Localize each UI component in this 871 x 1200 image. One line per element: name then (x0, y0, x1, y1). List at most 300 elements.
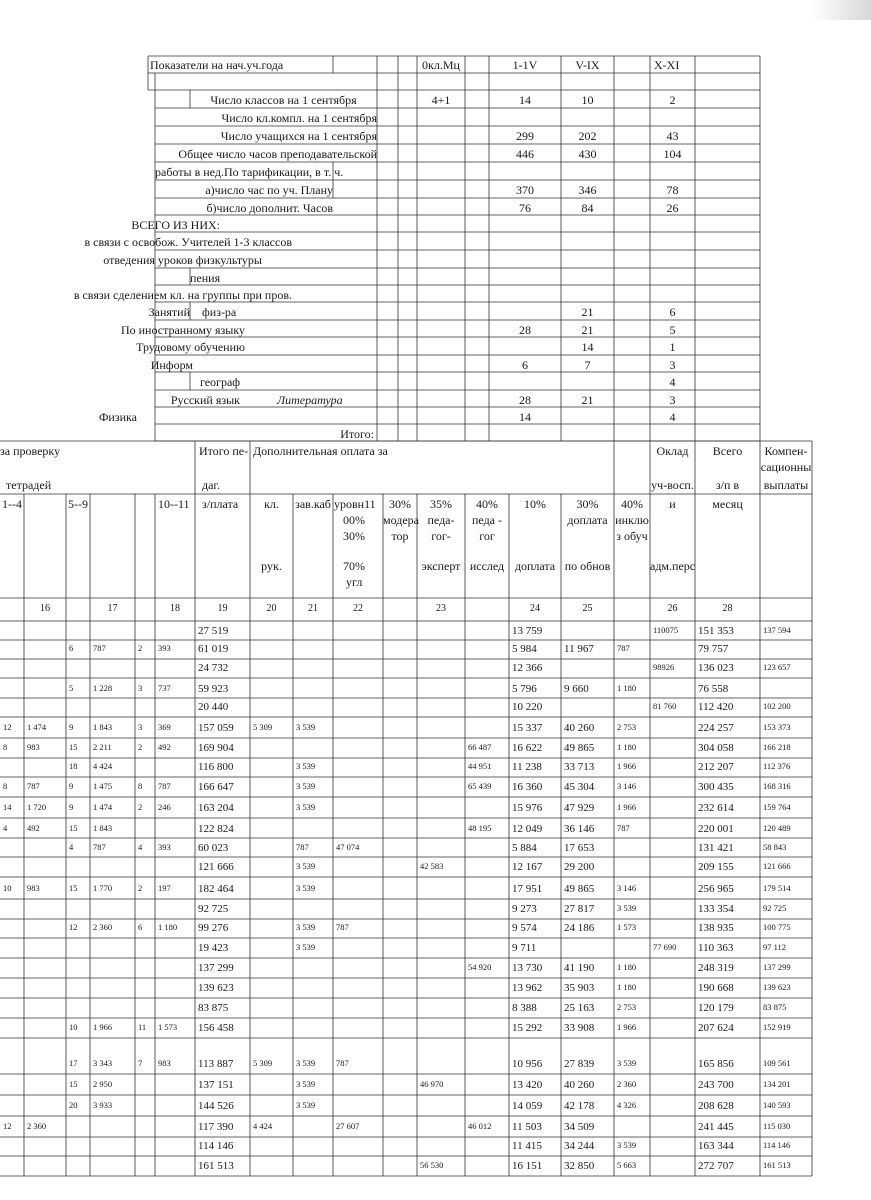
table-cell: 13 420 (512, 1079, 543, 1091)
table-cell: 5 884 (512, 842, 537, 854)
top-row-label: пения (190, 271, 221, 285)
table-cell: 120 179 (698, 1002, 734, 1014)
table-cell: 123 657 (763, 662, 791, 672)
table-cell: 6 (69, 643, 74, 653)
table-cell: 1 474 (27, 722, 47, 732)
table-cell: 220 001 (698, 823, 734, 835)
header-oklad-1: Оклад (656, 444, 689, 458)
top-row-label: Информ (150, 358, 193, 372)
col-number: 21 (308, 603, 318, 614)
table-cell: 4 (69, 842, 74, 852)
table-cell: 49 865 (564, 742, 595, 754)
table-cell: 787 (336, 1058, 349, 1068)
header-d30-1: 30% (576, 497, 599, 511)
table-cell: 17 951 (512, 883, 543, 895)
table-cell: 212 207 (698, 761, 734, 773)
table-cell: 1 573 (617, 922, 637, 932)
table-cell: 27 839 (564, 1058, 595, 1070)
table-cell: 47 929 (564, 802, 595, 814)
table-cell: 112 420 (698, 701, 734, 713)
table-cell: 4 424 (93, 761, 113, 771)
table-cell: 4 (3, 823, 8, 833)
table-cell: 2 360 (93, 922, 113, 932)
table-cell: 5 984 (512, 643, 537, 655)
header-oklad-3: и (669, 497, 676, 511)
top-row-value: 346 (578, 183, 597, 197)
table-cell: 3 539 (617, 903, 637, 913)
header-itogo-line3: з/плата (202, 497, 239, 511)
top-row-label: Число кл.компл. на 1 сентября (221, 111, 377, 125)
col-number: 22 (353, 603, 363, 614)
table-cell: 116 800 (198, 761, 234, 773)
header-inkl-2: инклю (615, 513, 649, 527)
table-cell: 56 530 (420, 1160, 444, 1170)
header-kl-ruk-2: рук. (261, 559, 282, 573)
table-cell: 393 (158, 842, 171, 852)
header-vsego-3: месяц (712, 497, 743, 511)
table-cell: 16 622 (512, 742, 543, 754)
table-cell: 182 464 (198, 883, 234, 895)
top-row-value: 1 (669, 340, 676, 354)
header-ped40-3: гог (479, 529, 495, 543)
table-cell: 1 180 (617, 962, 637, 972)
table-cell: 787 (93, 842, 106, 852)
table-cell: 208 628 (698, 1100, 734, 1112)
table-cell: 787 (617, 823, 630, 833)
top-row-value: 4+1 (431, 93, 451, 107)
table-cell: 300 435 (698, 781, 734, 793)
table-cell: 33 713 (564, 761, 595, 773)
table-cell: 137 299 (198, 962, 234, 974)
table-cell: 46 970 (420, 1079, 444, 1089)
table-cell: 152 919 (763, 1022, 791, 1032)
table-cell: 1 770 (93, 883, 113, 893)
top-row-value: 21 (581, 323, 594, 337)
table-cell: 14 (3, 802, 12, 812)
table-cell: 11 (138, 1022, 147, 1032)
table-cell: 13 730 (512, 962, 543, 974)
table-cell: 1 843 (93, 823, 113, 833)
table-cell: 33 908 (564, 1022, 595, 1034)
table-cell: 166 218 (763, 742, 791, 752)
table-cell: 2 (138, 643, 143, 653)
table-cell: 3 539 (296, 1100, 316, 1110)
header-ped40-1: 40% (476, 497, 498, 511)
table-cell: 492 (158, 742, 171, 752)
table-cell: 9 (69, 781, 74, 791)
table-cell: 15 976 (512, 802, 543, 814)
table-cell: 3 539 (296, 722, 316, 732)
table-cell: 9 574 (512, 922, 537, 934)
table-cell: 34 244 (564, 1140, 595, 1152)
table-cell: 787 (93, 643, 106, 653)
header-inkl-3: з обуч (616, 529, 648, 543)
top-row-label: По иностранному языку (120, 323, 245, 337)
header-moderator-2: модера (383, 513, 420, 527)
table-cell: 1 966 (617, 761, 637, 771)
table-cell: 110 363 (698, 942, 734, 954)
table-cell: 787 (27, 781, 40, 791)
table-cell: 5 (69, 683, 74, 693)
table-cell: 122 824 (198, 823, 234, 835)
col-label-1-4: 1-1V (512, 58, 538, 72)
table-cell: 787 (336, 922, 349, 932)
table-cell: 134 201 (763, 1079, 791, 1089)
table-cell: 159 764 (763, 802, 791, 812)
top-row-value: 78 (666, 183, 679, 197)
table-cell: 163 344 (698, 1140, 734, 1152)
col-label-0kl: 0кл.Мц (422, 58, 460, 72)
col-number: 16 (40, 603, 50, 614)
top-row-label: географ (199, 375, 241, 389)
header-urovn-2: 00% (343, 513, 365, 527)
table-cell: 2 211 (93, 742, 112, 752)
table-cell: 144 526 (198, 1100, 234, 1112)
top-row-label: Занятий (148, 305, 190, 319)
table-cell: 92 725 (763, 903, 787, 913)
table-cell: 139 623 (198, 982, 234, 994)
table-cell: 12 (69, 922, 78, 932)
col-number: 28 (722, 603, 733, 614)
table-cell: 2 753 (617, 722, 637, 732)
table-cell: 6 (138, 922, 143, 932)
top-row-value: 299 (516, 129, 534, 143)
table-cell: 131 421 (698, 842, 734, 854)
header-ped35-2: педа- (427, 513, 455, 527)
table-cell: 58 843 (763, 842, 787, 852)
table-cell: 369 (158, 722, 171, 732)
header-d10-1: 10% (524, 497, 546, 511)
table-cell: 11 503 (512, 1121, 542, 1133)
table-cell: 12 049 (512, 823, 543, 835)
table-cell: 133 354 (698, 903, 734, 915)
table-cell: 190 668 (698, 982, 734, 994)
header-vsego-2: з/п в (715, 478, 740, 492)
table-cell: 42 178 (564, 1100, 595, 1112)
top-row-value: 10 (581, 93, 594, 107)
table-cell: 20 (69, 1100, 78, 1110)
header-urovn-3: 30% (343, 529, 365, 543)
top-row-label: Трудовому обучению (136, 340, 245, 354)
table-cell: 166 647 (198, 781, 234, 793)
table-cell: 9 (69, 722, 74, 732)
col-number: 20 (266, 603, 277, 614)
table-cell: 15 (69, 883, 78, 893)
table-cell: 61 019 (198, 643, 229, 655)
table-cell: 3 146 (617, 883, 637, 893)
table-cell: 121 666 (198, 861, 234, 873)
table-cell: 24 186 (564, 922, 595, 934)
top-row-value: 84 (581, 201, 594, 215)
table-cell: 232 614 (698, 802, 734, 814)
header-komp-3: выплаты (763, 478, 809, 492)
table-cell: 34 509 (564, 1121, 595, 1133)
table-cell: 787 (158, 781, 171, 791)
col-number: 26 (667, 603, 678, 614)
top-row-value: 6 (522, 358, 528, 372)
top-row-value: 26 (666, 201, 679, 215)
col-number: 23 (436, 603, 446, 614)
table-cell: 29 200 (564, 861, 595, 873)
top-row-label: работы в нед.По тарификации, в т. ч. (155, 165, 344, 179)
table-cell: 209 155 (698, 861, 734, 873)
top-row-value: 6 (669, 305, 676, 319)
table-cell: 18 (69, 761, 78, 771)
table-cell: 9 711 (512, 942, 537, 954)
table-cell: 3 933 (93, 1100, 113, 1110)
table-cell: 32 850 (564, 1160, 595, 1172)
col-label-5-9: V-IX (575, 58, 600, 72)
table-cell: 110075 (653, 625, 679, 635)
table-cell: 1 180 (617, 742, 637, 752)
header-inkl-1: 40% (621, 497, 643, 511)
table-cell: 1 966 (93, 1022, 113, 1032)
top-row-label: а)число час по уч. Плану (205, 183, 333, 197)
table-cell: 48 195 (468, 823, 492, 833)
table-cell: 79 757 (698, 643, 729, 655)
table-cell: 11 967 (564, 643, 594, 655)
table-cell: 14 059 (512, 1100, 543, 1112)
table-cell: 121 666 (763, 861, 791, 871)
header-itogo-line1: Итого пе- (199, 444, 249, 458)
table-cell: 60 023 (198, 842, 229, 854)
header-ped35-1: 35% (430, 497, 452, 511)
table-cell: 5 663 (617, 1160, 637, 1170)
table-cell: 393 (158, 643, 171, 653)
top-row-label: в связи сделением кл. на группы при пров. (73, 288, 292, 302)
top-row-value: 5 (669, 323, 676, 337)
table-cell: 1 180 (617, 683, 637, 693)
table-cell: 136 023 (698, 662, 734, 674)
table-cell: 3 539 (296, 1058, 316, 1068)
top-row-value: 202 (578, 129, 597, 143)
table-cell: 66 487 (468, 742, 492, 752)
table-cell: 272 707 (698, 1160, 734, 1172)
top-row-value: 28 (519, 393, 531, 407)
table-cell: 168 316 (763, 781, 791, 791)
table-cell: 161 513 (198, 1160, 234, 1172)
table-cell: 3 146 (617, 781, 637, 791)
table-cell: 2 (138, 883, 143, 893)
table-cell: 10 (69, 1022, 78, 1032)
top-row-label: в связи с освобож. Учителей 1-3 классов (84, 235, 292, 249)
table-cell: 3 343 (93, 1058, 113, 1068)
table-cell: 15 (69, 823, 78, 833)
header-kl-ruk-1: кл. (264, 497, 279, 511)
table-cell: 97 112 (763, 942, 787, 952)
table-cell: 256 965 (698, 883, 734, 895)
table-cell: 4 326 (617, 1100, 637, 1110)
table-cell: 112 376 (763, 761, 791, 771)
top-table-title: Показатели на нач.уч.года (150, 58, 284, 72)
table-cell: 114 146 (198, 1140, 234, 1152)
table-cell: 44 951 (468, 761, 492, 771)
table-cell: 163 204 (198, 802, 234, 814)
col-number: 25 (582, 603, 593, 614)
table-cell: 16 151 (512, 1160, 543, 1172)
table-cell: 83 875 (198, 1002, 229, 1014)
table-cell: 1 180 (617, 982, 637, 992)
table-cell: 3 539 (617, 1140, 637, 1150)
table-cell: 12 366 (512, 662, 543, 674)
header-grade-5-9: 5--9 (68, 497, 88, 511)
top-row-label: Русский язык (170, 393, 240, 407)
table-cell: 19 423 (198, 942, 229, 954)
table-cell: 983 (27, 742, 40, 752)
top-row-value: 28 (519, 323, 531, 337)
table-cell: 137 151 (198, 1079, 234, 1091)
table-cell: 12 (3, 722, 12, 732)
header-zav-kab: зав.каб (295, 497, 331, 511)
table-cell: 20 440 (198, 701, 229, 713)
table-cell: 36 146 (564, 823, 595, 835)
table-cell: 156 458 (198, 1022, 234, 1034)
top-row-value: 430 (578, 147, 597, 161)
table-cell: 248 319 (698, 962, 734, 974)
table-cell: 3 539 (296, 922, 316, 932)
header-grade-10-11: 10--11 (158, 497, 190, 511)
table-cell: 81 760 (653, 701, 677, 711)
table-cell: 47 074 (336, 842, 360, 852)
table-cell: 8 (3, 781, 8, 791)
table-cell: 246 (158, 802, 171, 812)
table-cell: 1 228 (93, 683, 113, 693)
top-row-value: 14 (519, 93, 531, 107)
table-cell: 2 753 (617, 1002, 637, 1012)
header-za-proverku: за проверку (0, 444, 61, 458)
table-cell: 1 180 (158, 922, 178, 932)
table-cell: 197 (158, 883, 171, 893)
top-row-label: отведения уроков физкультуры (103, 253, 262, 267)
table-cell: 7 (138, 1058, 143, 1068)
table-cell: 304 058 (698, 742, 734, 754)
table-cell: 5 309 (253, 1058, 273, 1068)
table-cell: 5 309 (253, 722, 273, 732)
table-cell: 3 539 (296, 802, 316, 812)
table-cell: 3 539 (296, 781, 316, 791)
table-cell: 40 260 (564, 722, 595, 734)
table-cell: 3 539 (296, 761, 316, 771)
col-label-10-11: X-XI (654, 58, 680, 72)
table-cell: 9 660 (564, 683, 589, 695)
table-cell: 138 935 (698, 922, 734, 934)
table-cell: 140 593 (763, 1100, 791, 1110)
table-cell: 5 796 (512, 683, 537, 695)
table-cell: 109 561 (763, 1058, 791, 1068)
top-row-label: б)число дополнит. Часов (206, 201, 333, 215)
table-cell: 224 257 (698, 722, 734, 734)
table-cell: 77 690 (653, 942, 677, 952)
table-cell: 787 (296, 842, 309, 852)
table-cell: 241 445 (698, 1121, 734, 1133)
table-cell: 27 607 (336, 1121, 360, 1131)
table-cell: 92 725 (198, 903, 229, 915)
header-urovn-5: угл (346, 575, 363, 589)
table-cell: 17 (69, 1058, 78, 1068)
table-cell: 117 390 (198, 1121, 234, 1133)
table-cell: 3 (138, 722, 143, 732)
table-cell: 137 594 (763, 625, 791, 635)
header-dop-oplata: Дополнительная оплата за (253, 444, 388, 458)
table-cell: 13 759 (512, 625, 543, 637)
top-row-value: 7 (584, 358, 591, 372)
header-ped35-3: гог- (431, 529, 451, 543)
header-d30-2: доплата (567, 513, 608, 527)
table-cell: 207 624 (698, 1022, 734, 1034)
table-cell: 2 360 (27, 1121, 47, 1131)
top-row-value: 14 (581, 340, 594, 354)
table-cell: 83 875 (763, 1002, 787, 1012)
header-vsego-1: Всего (712, 444, 743, 458)
table-cell: 102 200 (763, 701, 791, 711)
table-cell: 1 843 (93, 722, 113, 732)
col-number: 17 (107, 603, 118, 614)
table-cell: 1 475 (93, 781, 113, 791)
col-number: 24 (530, 603, 540, 614)
table-cell: 27 817 (564, 903, 595, 915)
header-komp-1: Компен- (764, 444, 808, 458)
table-cell: 16 360 (512, 781, 543, 793)
top-row-label: Число классов на 1 сентября (210, 93, 357, 107)
table-cell: 42 583 (420, 861, 444, 871)
table-cell: 49 865 (564, 883, 595, 895)
col-number: 19 (217, 603, 228, 614)
header-moderator-3: тор (391, 529, 409, 543)
header-komp-2: сационны (760, 460, 812, 474)
table-cell: 13 962 (512, 982, 543, 994)
table-cell: 10 956 (512, 1058, 543, 1070)
table-cell: 157 059 (198, 722, 234, 734)
table-cell: 1 966 (617, 802, 637, 812)
table-cell: 65 439 (468, 781, 492, 791)
table-cell: 46 012 (468, 1121, 492, 1131)
top-row-label: ВСЕГО ИЗ НИХ: (131, 218, 220, 232)
table-cell: 2 (138, 742, 143, 752)
table-cell: 15 337 (512, 722, 543, 734)
header-grade-1-4: 1--4 (2, 497, 22, 511)
table-cell: 137 299 (763, 962, 791, 972)
table-cell: 12 (3, 1121, 12, 1131)
table-cell: 139 623 (763, 982, 791, 992)
table-cell: 9 (69, 802, 74, 812)
top-itogo-label: Итого: (340, 427, 374, 441)
table-cell: 27 519 (198, 625, 229, 637)
top-row-value: 21 (581, 305, 594, 319)
table-cell: 41 190 (564, 962, 595, 974)
top-row-label: Число учащихся на 1 сентября (220, 129, 377, 143)
top-row-value: 104 (663, 147, 682, 161)
table-cell: 25 163 (564, 1002, 595, 1014)
header-ped35-4: эксперт (421, 559, 461, 573)
table-cell: 15 (69, 742, 78, 752)
table-cell: 2 360 (617, 1079, 637, 1089)
top-row-value: 446 (516, 147, 534, 161)
table-cell: 12 167 (512, 861, 543, 873)
top-row-value: 2 (669, 93, 676, 107)
table-cell: 243 700 (698, 1079, 734, 1091)
top-row-value: 4 (669, 375, 676, 389)
table-cell: 17 653 (564, 842, 595, 854)
table-cell: 11 238 (512, 761, 542, 773)
table-cell: 8 388 (512, 1002, 537, 1014)
header-tetradei: тетрадей (6, 478, 52, 492)
table-cell: 8 (138, 781, 143, 791)
table-cell: 4 (138, 842, 143, 852)
table-cell: 2 (138, 802, 143, 812)
table-cell: 15 292 (512, 1022, 543, 1034)
table-cell: 100 775 (763, 922, 791, 932)
table-cell: 120 489 (763, 823, 791, 833)
